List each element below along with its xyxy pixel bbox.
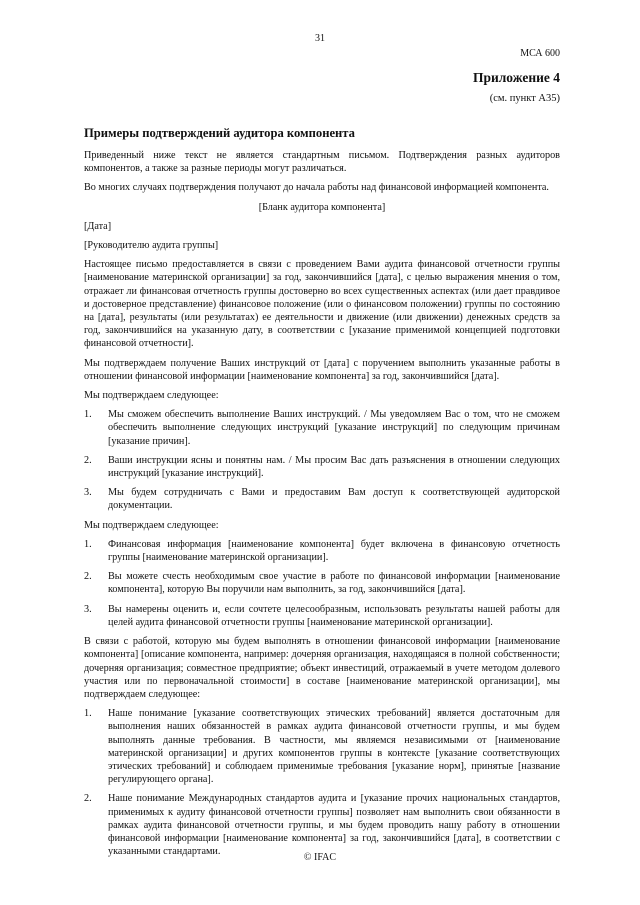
list-item-text: Наше понимание [указание соответствующих этических требований] является достаточным для выполнения наших обязанностей в рамках аудита финансовой отчетности группы, и мы будем выполнять данные требования. В частности, мы являемся независимыми от [наименование материнской организации] и других компонентов группы в контексте [указание соответствующих этических требований] и соблюдаем применимые требования [указание норм], принятые [название регулирующего органа]. <box>108 708 560 786</box>
list-item-number: 2. <box>84 571 92 583</box>
confirm-heading-1: Мы подтверждаем следующее: <box>84 390 219 402</box>
document-code: МСА 600 <box>520 48 560 59</box>
list-item <box>84 538 560 564</box>
list-item-number: 1. <box>84 538 92 550</box>
list-item-number: 2. <box>84 793 92 805</box>
list-item-number: 3. <box>84 603 92 615</box>
main-content <box>84 126 560 864</box>
confirm-list-3 <box>84 707 560 858</box>
confirm-heading-2: Мы подтверждаем следующее: <box>84 519 219 531</box>
appendix-title: Приложение 4 <box>472 70 560 85</box>
list-item-number: 3. <box>84 487 92 499</box>
list-item <box>84 792 560 858</box>
confirm-list-1 <box>84 408 560 512</box>
confirm-list-2 <box>84 538 560 629</box>
letter-paragraph-work: В связи с работой, которую мы будем выполнять в отношении финансовой информации [наименование компонента] [описание компонента, например: дочерняя организация, находящаяся в полной собственности; дочерняя организация; совместное предприятие; объект инвестиций, отражаемый в учете методом долевого участия или по первоначальной стоимости] в составе [наименование материнской организации], мы подтверждаем следующее: <box>84 636 560 700</box>
list-item-text: Ваши инструкции ясны и понятны нам. / Мы просим Вас дать разъяснения в отношении следующих инструкций [указание инструкций]. <box>108 454 560 480</box>
intro-paragraph-2: Во многих случаях подтверждения получают до начала работы над финансовой информацией компонента. <box>84 182 549 194</box>
list-item <box>84 707 560 786</box>
list-item <box>84 486 560 512</box>
page-number: 31 <box>315 33 325 44</box>
section-title: Примеры подтверждений аудитора компонента <box>84 126 355 140</box>
list-item <box>84 454 560 480</box>
copyright-footer: © IFAC <box>303 852 337 863</box>
list-item <box>84 570 560 596</box>
list-item <box>84 408 560 448</box>
intro-paragraph: Приведенный ниже текст не является стандартным письмом. Подтверждения разных аудиторов компонентов, а также за разные периоды могут различаться. <box>84 150 560 175</box>
list-item <box>84 603 560 629</box>
list-item-text: Мы будем сотрудничать с Вами и предоставим Вам доступ к соответствующей аудиторской документации. <box>108 487 560 512</box>
letter-paragraph-instructions: Мы подтверждаем получение Ваших инструкций от [дата] с поручением выполнить указанные работы в отношении финансовой информации [наименование компонента] за год, закончившийся [дата]. <box>84 357 560 382</box>
list-item-number: 2. <box>84 454 92 466</box>
list-item-text: Наше понимание Международных стандартов аудита и [указание прочих национальных стандартов, применимых к аудиту финансовой отчетности группы] позволяет нам выполнить свои обязанности в рамках аудита финансовой отчетности группы, и мы будем проводить нашу работу в отношении финансовой информации [наименование компонента] за год, закончившийся [дата], в соответствии с указанными стандартами. <box>108 793 560 858</box>
list-item-number: 1. <box>84 708 92 720</box>
list-item-number: 1. <box>84 409 92 421</box>
list-item-text: Вы намерены оценить и, если сочтете целесообразным, использовать результаты нашей работы для целей аудита финансовой отчетности группы [наименование материнской организации]. <box>108 603 560 628</box>
letterhead-placeholder: [Бланк аудитора компонента] <box>258 201 386 213</box>
list-item-text: Мы сможем обеспечить выполнение Ваших инструкций. / Мы уведомляем Вас о том, что не сможем обеспечить выполнение следующих инструкций [указание инструкций] по следующим причинам [указание причин]. <box>108 409 560 447</box>
appendix-reference: (см. пункт А35) <box>489 93 560 104</box>
date-placeholder: [Дата] <box>84 220 112 232</box>
list-item-text: Вы можете счесть необходимым свое участие в работе по финансовой информации [наименование компонента], которую Вы поручили нам выполнить, за год, закончившийся [дата]. <box>108 571 560 596</box>
list-item-text: Финансовая информация [наименование компонента] будет включена в финансовую отчетность группы [наименование материнской организации]. <box>108 538 560 564</box>
addressee-placeholder: [Руководителю аудита группы] <box>84 240 219 252</box>
letter-paragraph-purpose: Настоящее письмо предоставляется в связи с проведением Вами аудита финансовой отчетности группы [наименование материнской организации] за год, закончившийся [дата], с целью выражения мнения о том, отражает ли финансовая отчетность группы достоверно во всех существенных аспектах (или дает правдивое и достоверное представление) финансовое положение (или о финансовом положении) группы по состоянию на [дата], результаты (или результатах) ее деятельности и движение (или движении) денежных средств за год, закончившийся на указанную дату, в соответствии с [указание применимой концепцией подготовки финансовой отчетности]. <box>84 259 560 350</box>
